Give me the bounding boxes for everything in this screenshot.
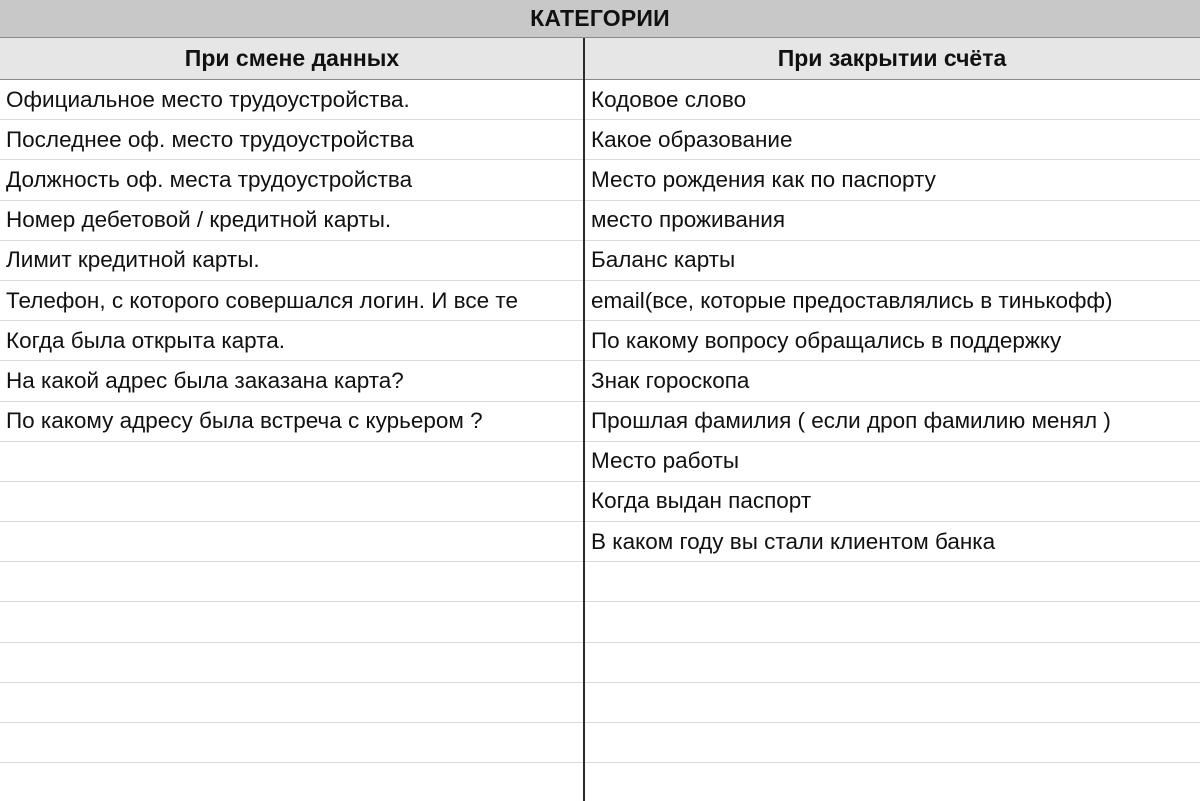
table-row [0, 120, 1200, 160]
sheet-title: КАТЕГОРИИ [530, 5, 670, 31]
table-row [0, 361, 1200, 401]
table-row [0, 80, 1200, 120]
table-row [0, 562, 1200, 602]
column-divider [583, 38, 585, 801]
column-header-account-closure[interactable] [584, 38, 1200, 79]
table-row [0, 241, 1200, 281]
table-row [0, 160, 1200, 200]
cell-data-change[interactable] [0, 522, 584, 561]
table-row [0, 201, 1200, 241]
cell-account-closure[interactable]: место проживания [591, 207, 786, 233]
table-row [0, 321, 1200, 361]
cell-data-change[interactable] [0, 643, 584, 682]
cell-account-closure[interactable]: email(все, которые предоставлялись в тинькофф) [591, 287, 1113, 313]
sheet-grid [0, 80, 1200, 801]
cell-account-closure[interactable]: Какое образование [591, 126, 793, 152]
table-row [0, 763, 1200, 801]
cell-data-change[interactable] [0, 442, 584, 481]
table-row [0, 402, 1200, 442]
cell-account-closure[interactable] [584, 562, 1200, 601]
cell-account-closure[interactable]: Место работы [591, 448, 739, 474]
cell-data-change[interactable] [0, 482, 584, 521]
cell-account-closure[interactable] [584, 643, 1200, 682]
cell-data-change[interactable]: Телефон, с которого совершался логин. И все те [6, 287, 518, 313]
cell-data-change[interactable]: Официальное место трудоустройства. [6, 86, 410, 112]
cell-data-change[interactable]: Когда была открыта карта. [6, 327, 286, 353]
table-row [0, 643, 1200, 683]
cell-account-closure[interactable]: В каком году вы стали клиентом банка [591, 528, 996, 554]
column-header-label: При закрытии счёта [777, 45, 1007, 71]
cell-account-closure[interactable]: Прошлая фамилия ( если дроп фамилию менял ) [591, 408, 1111, 434]
sheet-title-cell[interactable] [0, 0, 1200, 38]
cell-data-change[interactable]: По какому адресу была встреча с курьером ? [6, 408, 483, 434]
table-row [0, 281, 1200, 321]
column-header-row [0, 38, 1200, 80]
table-row [0, 482, 1200, 522]
cell-account-closure[interactable]: Знак гороскопа [591, 367, 750, 393]
cell-data-change[interactable]: Лимит кредитной карты. [6, 247, 260, 273]
cell-data-change[interactable] [0, 562, 584, 601]
cell-account-closure[interactable] [584, 763, 1200, 801]
column-header-label: При смене данных [184, 45, 400, 71]
cell-data-change[interactable]: Должность оф. места трудоустройства [6, 166, 413, 192]
table-row [0, 442, 1200, 482]
cell-account-closure[interactable] [584, 683, 1200, 722]
cell-account-closure[interactable] [584, 723, 1200, 762]
cell-data-change[interactable]: Последнее оф. место трудоустройства [6, 126, 414, 152]
table-row [0, 602, 1200, 642]
cell-account-closure[interactable]: Когда выдан паспорт [591, 488, 812, 514]
column-header-data-change[interactable] [0, 38, 584, 79]
cell-data-change[interactable] [0, 602, 584, 641]
table-row [0, 683, 1200, 723]
cell-data-change[interactable]: Номер дебетовой / кредитной карты. [6, 207, 392, 233]
cell-account-closure[interactable]: Место рождения как по паспорту [591, 166, 936, 192]
cell-account-closure[interactable] [584, 602, 1200, 641]
cell-account-closure[interactable]: Баланс карты [591, 247, 736, 273]
table-row [0, 522, 1200, 562]
cell-data-change[interactable]: На какой адрес была заказана карта? [6, 367, 404, 393]
table-row [0, 723, 1200, 763]
cell-data-change[interactable] [0, 723, 584, 762]
cell-data-change[interactable] [0, 683, 584, 722]
cell-account-closure[interactable]: Кодовое слово [591, 86, 747, 112]
cell-account-closure[interactable]: По какому вопросу обращались в поддержку [591, 327, 1062, 353]
cell-data-change[interactable] [0, 763, 584, 801]
